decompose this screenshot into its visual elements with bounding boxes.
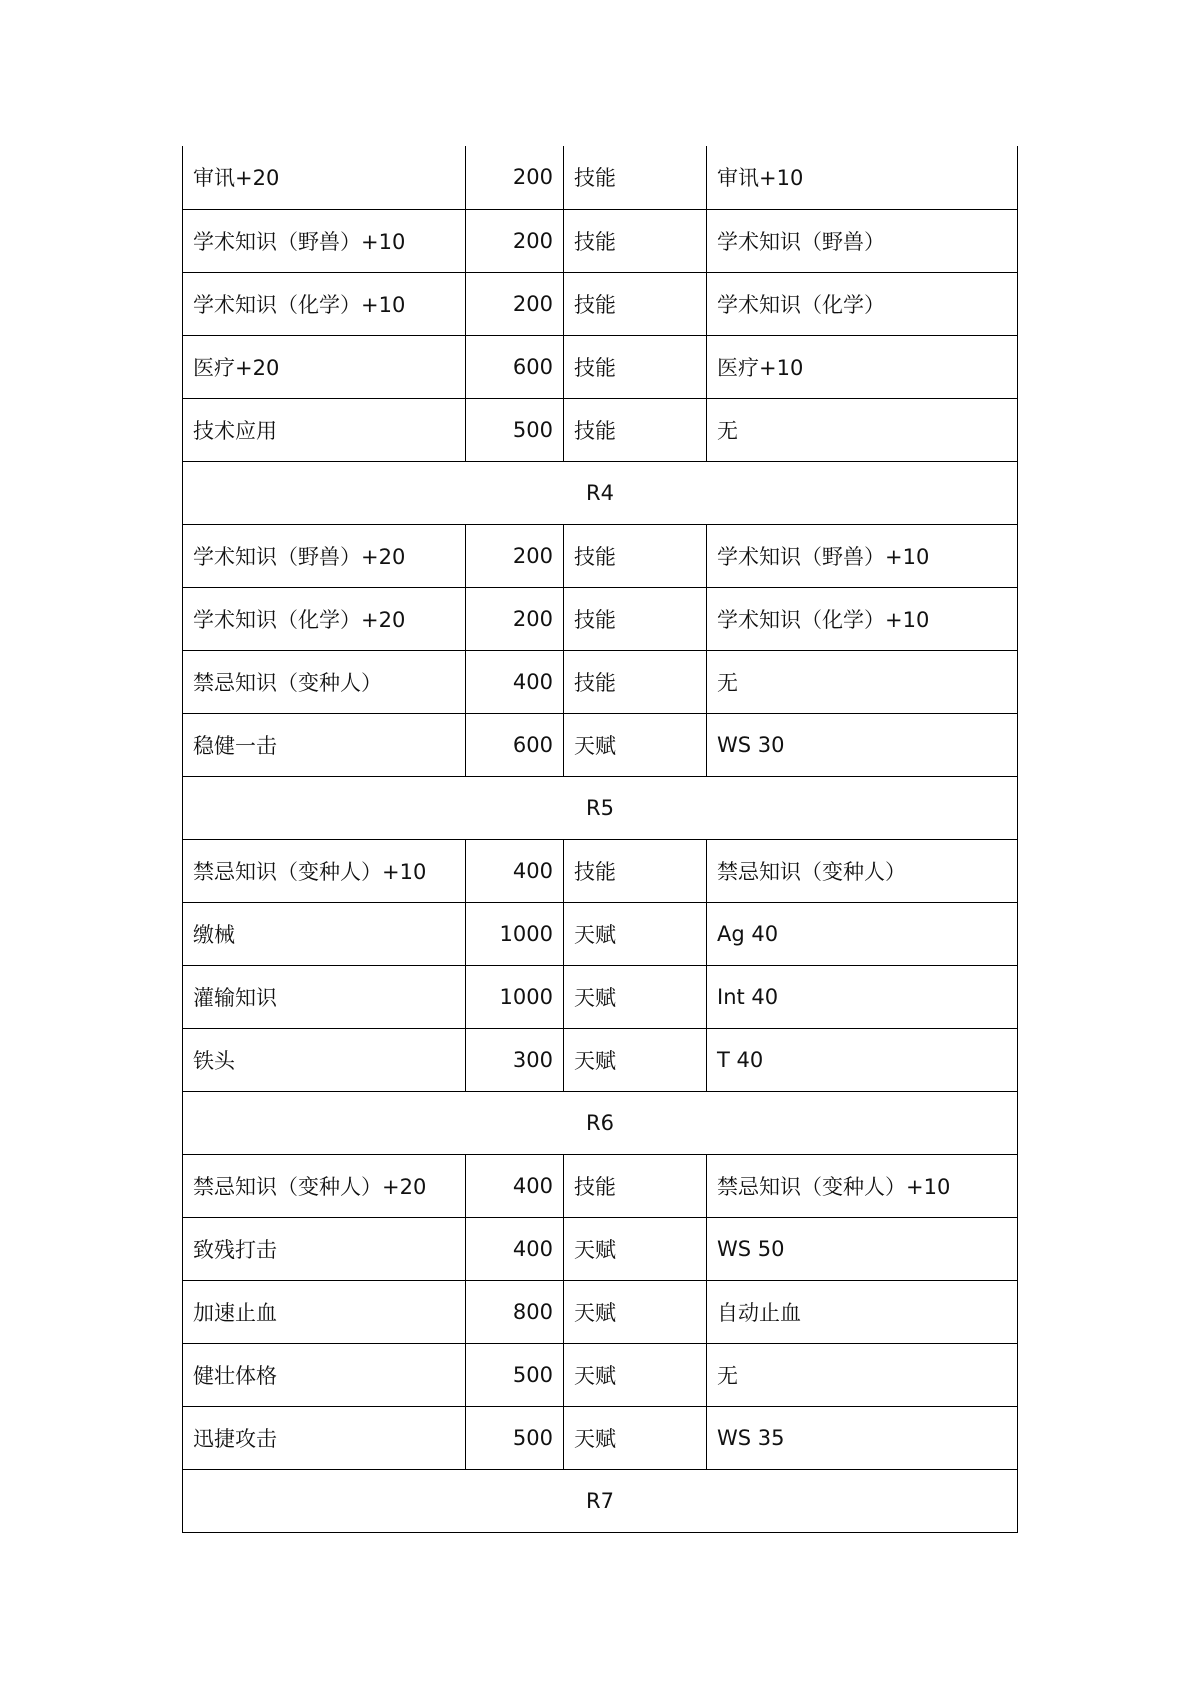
rank-header-row <box>183 461 1018 524</box>
cost-cell: 200 <box>466 272 564 335</box>
cost-cell: 500 <box>466 1343 564 1406</box>
prerequisite-cell: WS 50 <box>707 1217 1018 1280</box>
type-cell: 天赋 <box>564 1028 707 1091</box>
cost-cell: 600 <box>466 335 564 398</box>
prerequisite-cell: 无 <box>707 1343 1018 1406</box>
cost-cell: 300 <box>466 1028 564 1091</box>
cost-cell: 1000 <box>466 902 564 965</box>
advance-name-cell: 健壮体格 <box>183 1343 466 1406</box>
type-cell: 技能 <box>564 650 707 713</box>
advance-name-cell: 学术知识（化学）+20 <box>183 587 466 650</box>
cost-cell: 200 <box>466 587 564 650</box>
type-cell: 技能 <box>564 272 707 335</box>
prerequisite-cell: WS 30 <box>707 713 1018 776</box>
rank-header-row <box>183 1091 1018 1154</box>
cost-cell: 1000 <box>466 965 564 1028</box>
advance-name-cell: 稳健一击 <box>183 713 466 776</box>
advance-name-cell: 缴械 <box>183 902 466 965</box>
table-row <box>183 965 1018 1028</box>
advance-name-cell: 致残打击 <box>183 1217 466 1280</box>
prerequisite-cell: 禁忌知识（变种人） <box>707 839 1018 902</box>
advance-name-cell: 铁头 <box>183 1028 466 1091</box>
rank-label: R6 <box>183 1091 1018 1154</box>
advance-name-cell: 学术知识（化学）+10 <box>183 272 466 335</box>
advance-name-cell: 禁忌知识（变种人）+20 <box>183 1154 466 1217</box>
table-row <box>183 1406 1018 1469</box>
advance-name-cell: 学术知识（野兽）+20 <box>183 524 466 587</box>
table-row <box>183 146 1018 209</box>
prerequisite-cell: 无 <box>707 398 1018 461</box>
type-cell: 技能 <box>564 587 707 650</box>
type-cell: 技能 <box>564 335 707 398</box>
type-cell: 天赋 <box>564 1280 707 1343</box>
cost-cell: 400 <box>466 1217 564 1280</box>
rank-label: R7 <box>183 1469 1018 1532</box>
advance-name-cell: 迅捷攻击 <box>183 1406 466 1469</box>
table-row <box>183 398 1018 461</box>
prerequisite-cell: 学术知识（野兽）+10 <box>707 524 1018 587</box>
prerequisite-cell: Int 40 <box>707 965 1018 1028</box>
advance-name-cell: 灌输知识 <box>183 965 466 1028</box>
type-cell: 天赋 <box>564 965 707 1028</box>
prerequisite-cell: 学术知识（化学）+10 <box>707 587 1018 650</box>
prerequisite-cell: 医疗+10 <box>707 335 1018 398</box>
type-cell: 技能 <box>564 1154 707 1217</box>
rank-header-row <box>183 776 1018 839</box>
advance-name-cell: 审讯+20 <box>183 146 466 209</box>
cost-cell: 400 <box>466 839 564 902</box>
table-row <box>183 1154 1018 1217</box>
prerequisite-cell: WS 35 <box>707 1406 1018 1469</box>
table-row <box>183 839 1018 902</box>
table-row <box>183 650 1018 713</box>
prerequisite-cell: 禁忌知识（变种人）+10 <box>707 1154 1018 1217</box>
cost-cell: 200 <box>466 524 564 587</box>
cost-cell: 400 <box>466 650 564 713</box>
type-cell: 天赋 <box>564 902 707 965</box>
type-cell: 天赋 <box>564 1343 707 1406</box>
prerequisite-cell: 自动止血 <box>707 1280 1018 1343</box>
cost-cell: 400 <box>466 1154 564 1217</box>
table-row <box>183 902 1018 965</box>
type-cell: 技能 <box>564 839 707 902</box>
cost-cell: 600 <box>466 713 564 776</box>
table-row <box>183 1343 1018 1406</box>
type-cell: 技能 <box>564 524 707 587</box>
prerequisite-cell: Ag 40 <box>707 902 1018 965</box>
rank-header-row <box>183 1469 1018 1532</box>
prerequisite-cell: 审讯+10 <box>707 146 1018 209</box>
table-row <box>183 335 1018 398</box>
prerequisite-cell: 学术知识（化学） <box>707 272 1018 335</box>
rank-label: R4 <box>183 461 1018 524</box>
table-row <box>183 1217 1018 1280</box>
prerequisite-cell: 无 <box>707 650 1018 713</box>
type-cell: 天赋 <box>564 1406 707 1469</box>
type-cell: 天赋 <box>564 713 707 776</box>
advance-name-cell: 技术应用 <box>183 398 466 461</box>
advance-name-cell: 加速止血 <box>183 1280 466 1343</box>
table-row <box>183 209 1018 272</box>
type-cell: 天赋 <box>564 1217 707 1280</box>
table-row <box>183 713 1018 776</box>
advance-name-cell: 学术知识（野兽）+10 <box>183 209 466 272</box>
prerequisite-cell: 学术知识（野兽） <box>707 209 1018 272</box>
cost-cell: 800 <box>466 1280 564 1343</box>
table-row <box>183 1280 1018 1343</box>
advance-name-cell: 医疗+20 <box>183 335 466 398</box>
cost-cell: 200 <box>466 146 564 209</box>
table-row <box>183 272 1018 335</box>
type-cell: 技能 <box>564 209 707 272</box>
type-cell: 技能 <box>564 146 707 209</box>
cost-cell: 200 <box>466 209 564 272</box>
type-cell: 技能 <box>564 398 707 461</box>
cost-cell: 500 <box>466 398 564 461</box>
advance-name-cell: 禁忌知识（变种人） <box>183 650 466 713</box>
rank-label: R5 <box>183 776 1018 839</box>
cost-cell: 500 <box>466 1406 564 1469</box>
table-row <box>183 524 1018 587</box>
table-row <box>183 587 1018 650</box>
advance-name-cell: 禁忌知识（变种人）+10 <box>183 839 466 902</box>
advances-table-body <box>183 146 1018 1532</box>
table-row <box>183 1028 1018 1091</box>
advances-table <box>182 146 1018 1533</box>
prerequisite-cell: T 40 <box>707 1028 1018 1091</box>
